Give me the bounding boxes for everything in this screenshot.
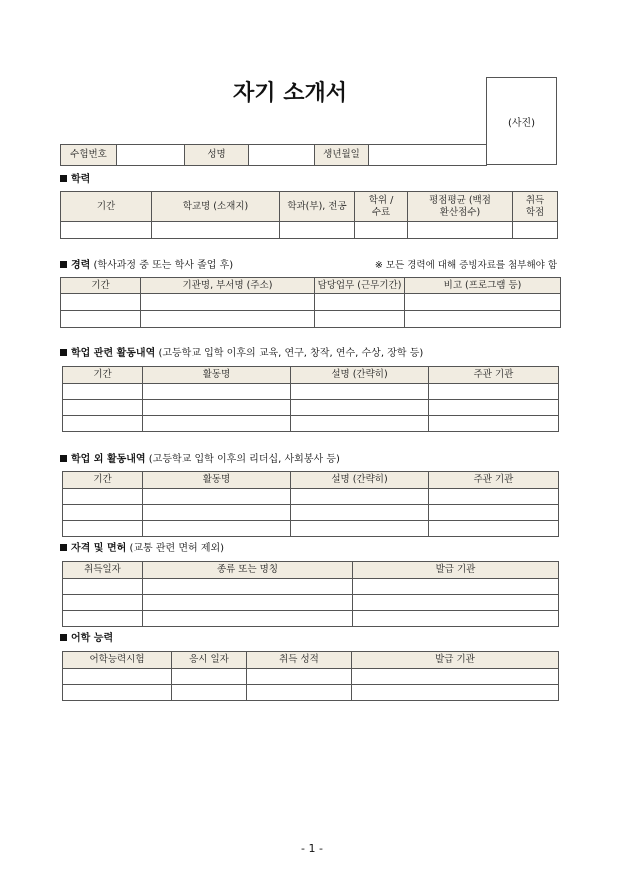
table-cell[interactable] xyxy=(63,505,143,521)
education-table xyxy=(60,191,558,239)
table-cell[interactable] xyxy=(61,222,152,239)
table-cell[interactable] xyxy=(141,311,315,328)
table-cell[interactable] xyxy=(291,505,429,521)
academic-activities-heading: 학업 관련 활동내역 (고등학교 입학 이후의 교육, 연구, 창작, 연수, 수상, 장학 등) xyxy=(60,348,423,360)
name-field[interactable] xyxy=(249,145,315,166)
table-cell[interactable] xyxy=(291,521,429,537)
table-cell[interactable] xyxy=(141,294,315,311)
academic-col-period: 기간 xyxy=(63,367,143,384)
table-cell[interactable] xyxy=(63,669,172,685)
other-col-description: 설명 (간략히) xyxy=(291,472,429,489)
education-col-school: 학교명 (소재지) xyxy=(152,192,280,222)
table-cell[interactable] xyxy=(63,489,143,505)
table-cell[interactable] xyxy=(61,294,141,311)
applicant-info-table xyxy=(60,144,487,166)
table-cell[interactable] xyxy=(63,579,143,595)
table-cell[interactable] xyxy=(353,595,559,611)
table-cell[interactable] xyxy=(291,384,429,400)
square-bullet-icon xyxy=(60,261,67,268)
career-right-note: ※ 모든 경력에 대해 증빙자료를 첨부해야 함 xyxy=(374,260,557,271)
table-cell[interactable] xyxy=(143,521,291,537)
licenses-table xyxy=(62,561,559,627)
exam-no-field[interactable] xyxy=(117,145,185,166)
table-cell[interactable] xyxy=(429,416,559,432)
table-cell[interactable] xyxy=(352,685,559,701)
page-title: 자기 소개서 xyxy=(233,81,347,106)
table-row xyxy=(63,579,559,595)
table-cell[interactable] xyxy=(143,505,291,521)
table-row xyxy=(63,685,559,701)
table-cell[interactable] xyxy=(429,384,559,400)
table-cell[interactable] xyxy=(143,489,291,505)
education-col-major: 학과(부), 전공 xyxy=(280,192,355,222)
table-row xyxy=(63,384,559,400)
language-col-date: 응시 일자 xyxy=(172,652,247,669)
table-cell[interactable] xyxy=(143,595,353,611)
academic-activities-table xyxy=(62,366,559,432)
language-table xyxy=(62,651,559,701)
education-col-period: 기간 xyxy=(61,192,152,222)
table-cell[interactable] xyxy=(63,595,143,611)
other-activities-table xyxy=(62,471,559,537)
table-cell[interactable] xyxy=(405,311,561,328)
table-row xyxy=(63,400,559,416)
birth-label: 생년월일 xyxy=(315,145,369,166)
table-cell[interactable] xyxy=(143,400,291,416)
career-col-org: 기관명, 부서명 (주소) xyxy=(141,278,315,294)
table-cell[interactable] xyxy=(61,311,141,328)
table-cell[interactable] xyxy=(291,489,429,505)
photo-box[interactable] xyxy=(486,77,557,165)
academic-col-organizer: 주관 기관 xyxy=(429,367,559,384)
table-cell[interactable] xyxy=(291,400,429,416)
education-col-credits: 취득 학점 xyxy=(513,192,558,222)
table-cell[interactable] xyxy=(353,579,559,595)
table-row xyxy=(63,669,559,685)
table-cell[interactable] xyxy=(63,521,143,537)
education-heading: 학력 xyxy=(60,174,90,186)
language-col-test: 어학능력시험 xyxy=(63,652,172,669)
table-cell[interactable] xyxy=(355,222,408,239)
academic-col-description: 설명 (간략히) xyxy=(291,367,429,384)
table-row xyxy=(63,489,559,505)
other-col-activity: 활동명 xyxy=(143,472,291,489)
page-number: - 1 - xyxy=(301,842,323,855)
licenses-heading: 자격 및 면허 (교통 관련 면허 제외) xyxy=(60,543,224,555)
other-col-period: 기간 xyxy=(63,472,143,489)
career-col-period: 기간 xyxy=(61,278,141,294)
language-col-issuer: 발급 기관 xyxy=(352,652,559,669)
academic-col-activity: 활동명 xyxy=(143,367,291,384)
academic-activities-note: (고등학교 입학 이후의 교육, 연구, 창작, 연수, 수상, 장학 등) xyxy=(158,348,424,359)
table-cell[interactable] xyxy=(352,669,559,685)
square-bullet-icon xyxy=(60,175,67,182)
table-cell[interactable] xyxy=(405,294,561,311)
table-row xyxy=(63,611,559,627)
table-cell[interactable] xyxy=(315,311,405,328)
other-activities-heading: 학업 외 활동내역 (고등학교 입학 이후의 리더십, 사회봉사 등) xyxy=(60,454,340,466)
licenses-note: (교통 관련 면허 제외) xyxy=(129,543,225,554)
licenses-col-issuer: 발급 기관 xyxy=(353,562,559,579)
table-cell[interactable] xyxy=(280,222,355,239)
career-heading: 경력 (학사과정 중 또는 학사 졸업 후) xyxy=(60,260,233,272)
other-activities-note: (고등학교 입학 이후의 리더십, 사회봉사 등) xyxy=(148,454,340,465)
table-cell[interactable] xyxy=(429,521,559,537)
table-cell[interactable] xyxy=(143,416,291,432)
licenses-col-type: 종류 또는 명칭 xyxy=(143,562,353,579)
table-row xyxy=(63,521,559,537)
table-row xyxy=(63,505,559,521)
career-col-duty: 담당업무 (근무기간) xyxy=(315,278,405,294)
language-heading: 어학 능력 xyxy=(60,633,113,645)
table-cell[interactable] xyxy=(513,222,558,239)
table-cell[interactable] xyxy=(291,416,429,432)
table-cell[interactable] xyxy=(353,611,559,627)
table-cell[interactable] xyxy=(429,505,559,521)
table-cell[interactable] xyxy=(315,294,405,311)
table-row xyxy=(63,416,559,432)
language-col-score: 취득 성적 xyxy=(247,652,352,669)
table-cell[interactable] xyxy=(143,384,291,400)
career-table xyxy=(60,277,561,328)
career-note: (학사과정 중 또는 학사 졸업 후) xyxy=(93,260,234,271)
career-col-remarks: 비고 (프로그램 등) xyxy=(405,278,561,294)
exam-no-label: 수험번호 xyxy=(61,145,117,166)
other-col-organizer: 주관 기관 xyxy=(429,472,559,489)
table-cell[interactable] xyxy=(172,685,247,701)
square-bullet-icon xyxy=(60,634,67,641)
table-row xyxy=(61,222,558,239)
education-col-degree: 학위 / 수료 xyxy=(355,192,408,222)
table-cell[interactable] xyxy=(429,400,559,416)
table-cell[interactable] xyxy=(247,685,352,701)
table-cell[interactable] xyxy=(152,222,280,239)
square-bullet-icon xyxy=(60,544,67,551)
licenses-col-date: 취득일자 xyxy=(63,562,143,579)
table-cell[interactable] xyxy=(63,400,143,416)
table-cell[interactable] xyxy=(63,416,143,432)
table-cell[interactable] xyxy=(172,669,247,685)
table-cell[interactable] xyxy=(63,611,143,627)
table-cell[interactable] xyxy=(143,579,353,595)
table-cell[interactable] xyxy=(408,222,513,239)
table-row xyxy=(63,595,559,611)
table-row xyxy=(61,311,561,328)
table-row xyxy=(61,294,561,311)
photo-label: (사진) xyxy=(507,117,536,129)
table-cell[interactable] xyxy=(143,611,353,627)
table-cell[interactable] xyxy=(247,669,352,685)
table-cell[interactable] xyxy=(429,489,559,505)
name-label: 성명 xyxy=(185,145,249,166)
square-bullet-icon xyxy=(60,349,67,356)
table-cell[interactable] xyxy=(63,384,143,400)
table-cell[interactable] xyxy=(63,685,172,701)
birth-field[interactable] xyxy=(369,145,487,166)
square-bullet-icon xyxy=(60,455,67,462)
education-col-gpa: 평점평균 (백점 환산점수) xyxy=(408,192,513,222)
